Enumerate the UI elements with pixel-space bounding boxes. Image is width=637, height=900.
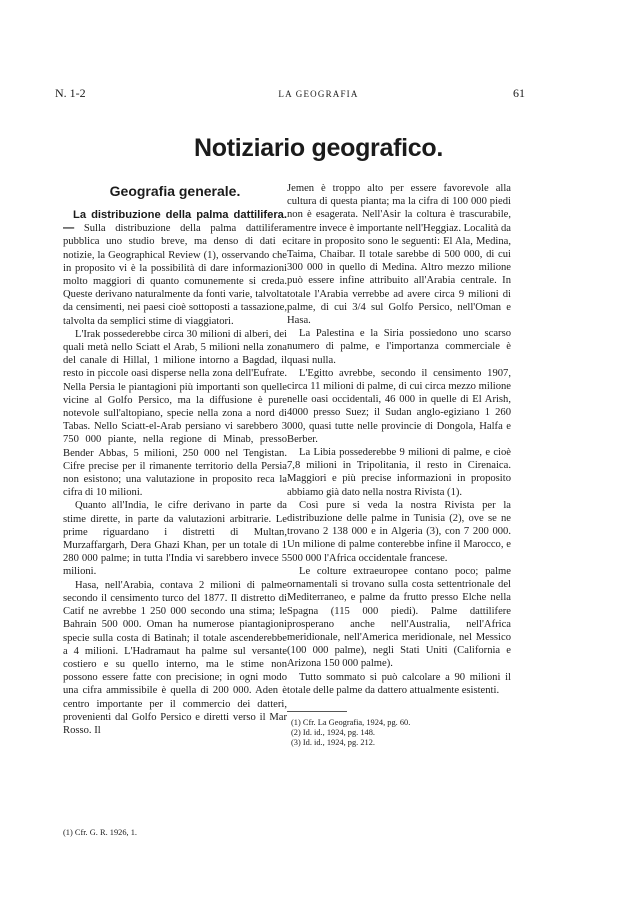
paragraph: L'Egitto avrebbe, secondo il censimento 1907, circa 11 milioni di palme, di cui circa mezzo milione nelle oasi occidentali, 46 000 in quelle di El Arish, 4000 presso Suez; il Sudan anglo-egiziano 1 260 000, quasi tutte nelle provincie di Dongola, Halfa e Berber.	[287, 367, 511, 445]
paragraph: Jemen è troppo alto per essere favorevole alla cultura di questa pianta; ma la cifra di 100 000 piedi non è esagerata. Nell'Asir la coltura è trascurabile, mentre invece è importante nell'Heggiaz. Località da citare in proposito sono le seguenti: El Ala, Medina, Taima, Chaibar. Il totale sarebbe di 500 000, di cui 300 000 in quello di Medina. Altro mezzo milione può essere infine attribuito all'Arabia centrale. In totale l'Arabia verrebbe ad avere circa 9 milioni di palme, di cui 3/4 sul Golfo Persico, nell'Oman e Hasa.	[287, 183, 511, 327]
paragraph: Quanto all'India, le cifre derivano in parte da stime dirette, in parte da valutazioni arbitrarie. Le prime riguardano i distretti di Multan, Murzaffargarh, Dera Ghazi Khan, per un totale di 1 280 000 palme; in tutta l'India vi sarebbero invece 5 milioni.	[63, 500, 287, 578]
left-column	[63, 182, 287, 737]
section-heading: Geografia generale.	[109, 183, 241, 199]
article-title: La distribuzione della palma dattilifera. —	[63, 209, 287, 235]
paragraph: L'Irak possederebbe circa 30 milioni di alberi, dei quali metà nello Sciatt el Arab, 5 milioni nella zona del canale di Hillal, 1 milione intorno a Bagdad, il resto in piccole oasi disperse nella zona dell'Eufrate. Nella Persia le piantagioni più importanti son quelle vicine al Golfo Persico, ma la diffusione è pure notevole sull'altopiano, specie nella zona a nord di Tabas. Nello Sciatt-el-Arab persiano vi sarebbero 3 750 000 piante, nella regione di Minab, presso Bender Abbas, 5 milioni, 250 000 nel Tengistan. Cifre precise per il rimanente territorio della Persia non esistono; una valutazione in proposito reca la cifra di 10 milioni.	[63, 328, 287, 499]
page-title: Notiziario geografico.	[194, 134, 443, 162]
paragraph: La Libia possederebbe 9 milioni di palme, e cioè 7,8 milioni in Tripolitania, il resto in Cirenaica. Maggiori e più precise informazioni in proposito abbiamo già dato nella nostra Rivista (1).	[287, 447, 511, 498]
paragraph: Così pure si veda la nostra Rivista per la distribuzione delle palme in Tunisia (2), ove se ne trovano 2 138 000 e in Algeria (3), con 7 200 000. Un milione di palme conterebbe infine il Marocco, e 500 000 l'Africa occidentale francese.	[287, 499, 511, 564]
journal-name: LA GEOGRAFIA	[278, 89, 359, 99]
footnote: (1) Cfr. G. R. 1926, 1.	[63, 828, 137, 837]
issue-number: N. 1-2	[55, 86, 86, 100]
page-number: 61	[513, 86, 525, 100]
footnote: (2) Id. id., 1924, pg. 148.	[291, 727, 375, 737]
footnote: (3) Id. id., 1924, pg. 212.	[291, 737, 375, 747]
paragraph: La Palestina e la Siria possiedono uno scarso numero di palme, e l'importanza commerciale è quasi nulla.	[287, 328, 511, 366]
paragraph: Hasa, nell'Arabia, contava 2 milioni di palme secondo il censimento turco del 1877. Il distretto di Catif ne avrebbe 1 250 000 secondo una stima; le Bahrain 500 000. Oman ha numerose piantagioni specie sulla costa di Batinah; il totale ascenderebbe a 4 milioni. L'Hadramaut ha palme sul versante costiero e su quello interno, ma le stime non possono essere fatte con precisione; in ogni modo una cifra ammissibile è quella di 200 000. Aden è centro importante per il commercio dei datteri, provenienti dal Golfo Persico e diretti verso il Mar Rosso. Il	[63, 579, 287, 736]
paragraph-text: Sulla distribuzione della palma dattilifera pubblica uno studio breve, ma denso di dati e notizie, la Geographical Review (1), osservando che in proposito vi è la possibilità di dare informazioni molto maggiori di quanto comunemente si creda. Queste derivano naturalmente da fonti varie, talvolta da censimenti, nei paesi cioè sottoposti a tassazione, talvolta da semplici stime di viaggiatori.	[63, 223, 287, 327]
footnote-divider	[287, 711, 347, 712]
paragraph: Le colture extraeuropee contano poco; palme ornamentali si trovano sulla costa settentrionale del Mediterraneo, e palme da frutto presso Elche nella Spagna (115 000 piedi). Palme dattilifere prosperano anche nell'Australia, nell'Africa meridionale, nell'America meridionale, nel Messico (100 000 palme), negli Stati Uniti (California e Arizona 150 000 palme).	[287, 565, 511, 670]
footnote: (1) Cfr. La Geografia, 1924, pg. 60.	[291, 717, 411, 727]
paragraph: Tutto sommato si può calcolare a 90 milioni il totale delle palme da dattero attualmente esistenti.	[287, 671, 511, 696]
right-column	[287, 182, 511, 748]
paragraph	[63, 209, 287, 328]
